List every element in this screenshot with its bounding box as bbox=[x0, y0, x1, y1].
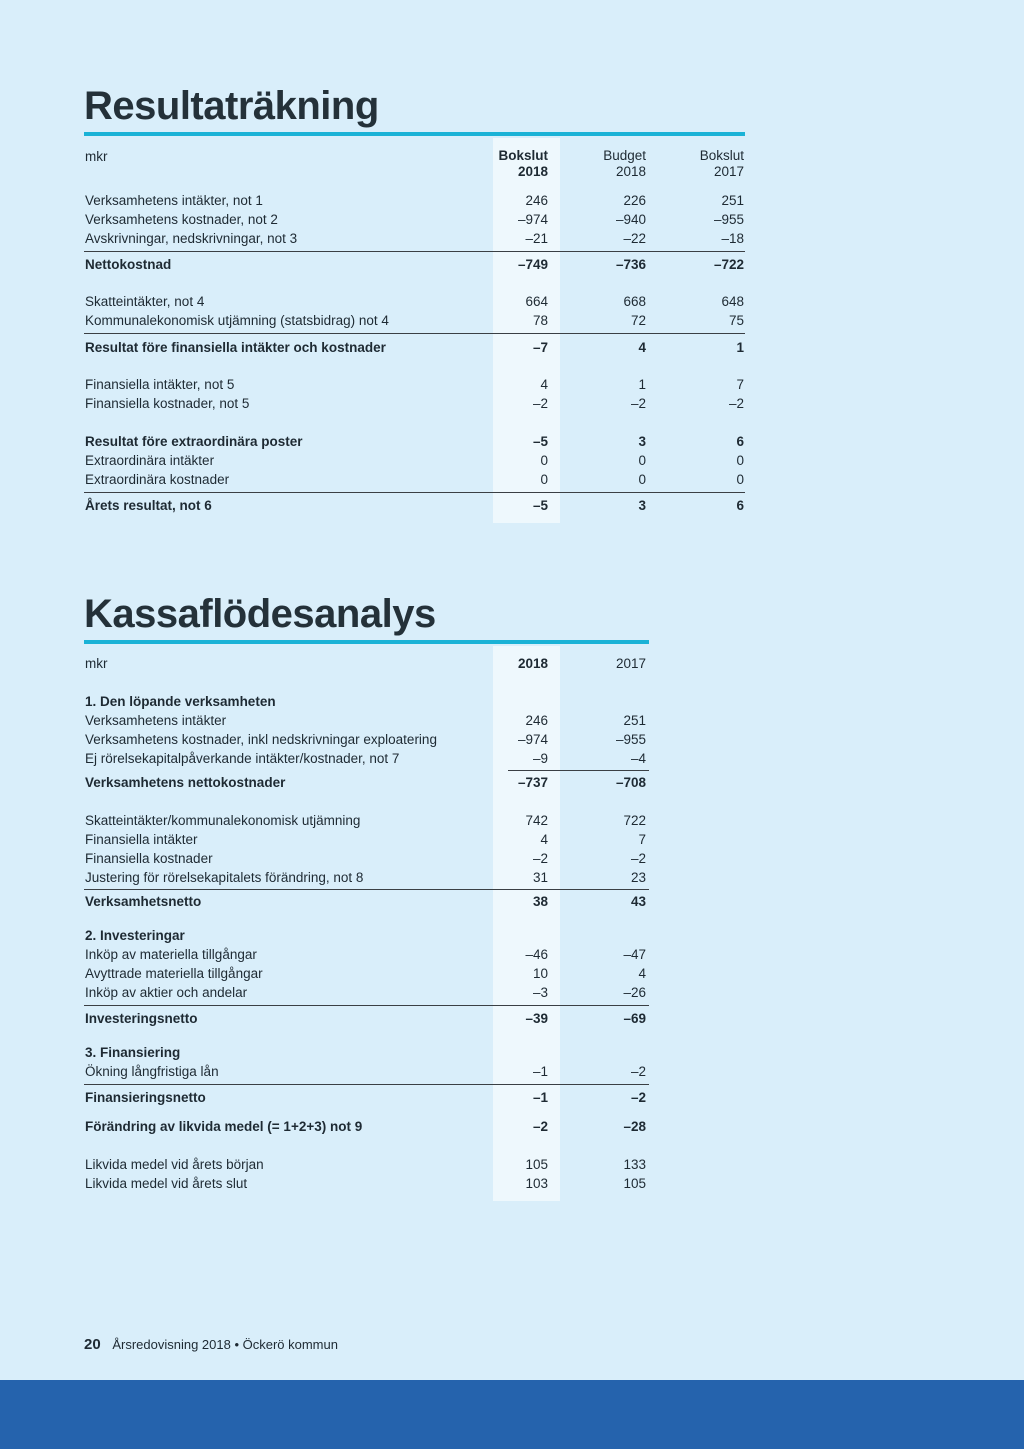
title-rule bbox=[84, 132, 745, 136]
row-divider bbox=[84, 492, 745, 493]
page-footer bbox=[84, 1336, 338, 1353]
column-header: 2018 bbox=[517, 656, 548, 671]
row-divider bbox=[84, 889, 649, 890]
unit-label: mkr bbox=[85, 149, 108, 164]
column-header: 2017 bbox=[615, 656, 646, 671]
row-divider bbox=[84, 1005, 649, 1006]
income-statement-title: Resultaträkning bbox=[84, 84, 379, 128]
footer-text: Årsredovisning 2018 • Öckerö kommun bbox=[112, 1337, 338, 1352]
income-statement-section: Resultaträkning mkr Bokslut 2018 Budget 2018 Bokslut 2017 Verksamhetens intäkter, not 1 246 226 251 Verksamhetens kostnader, not 2 –974 –940 –955 Avskrivningar, nedskrivningar, not 3 –21 –22 –18 Nettokostnad –749 –736 –722 Skatteintäkter, not 4 664 668 648 Kommunalekonomisk utjämning (statsbidrag) not 4 78 72 75 Resultat före finansiella intäkter och kostnader –7 4 1 Finansiella intäkter, not 5 4 1 7 Finansiella kostnader, not 5 –2 –2 –2 Resultat före extraordinära poster –5 3 6 Extraordinära intäkter 0 0 0 Extraordinära kostnader 0 0 0 Årets resultat, not 6 –5 3 6 bbox=[84, 84, 744, 524]
column-header: Bokslut 2018 bbox=[498, 148, 548, 179]
cash-flow-section: Kassaflödesanalys mkr 2018 2017 1. Den löpande verksamheten Verksamhetens intäkter 246 251 Verksamhetens kostnader, inkl nedskrivningar exploatering –974 –955 Ej rörelsekapitalpåverkande intäkter/kostnader, not 7 –9 –4 Verksamhetens nettokostnader –737 –708 Skatteintäkter/kommunalekonomisk utjämning 742 722 Finansiella intäkter 4 7 Finansiella kostnader –2 –2 Justering för rörelsekapitalets förändring, not 8 31 23 Verksamhetsnetto 38 43 2. Investeringar Inköp av materiella tillgångar –46 –47 Avyttrade materiella tillgångar 10 4 Inköp av aktier och andelar –3 –26 Investeringsnetto –39 –69 3. Finansiering Ökning långfristiga lån –1 –2 Finansieringsnetto –1 –2 Förändring av likvida medel (= 1+2+3) not 9 –2 –28 Likvida medel vid årets början 105 133 Likvida medel vid årets slut 103 105 bbox=[84, 592, 649, 1204]
bottom-band bbox=[0, 1380, 1024, 1449]
column-header: Budget 2018 bbox=[603, 148, 646, 179]
unit-label: mkr bbox=[85, 656, 108, 671]
row-divider bbox=[84, 251, 745, 252]
row-divider bbox=[84, 333, 745, 334]
row-divider bbox=[508, 770, 649, 771]
row-divider bbox=[84, 1084, 649, 1085]
title-rule bbox=[84, 640, 649, 644]
column-header: Bokslut 2017 bbox=[699, 148, 744, 179]
page-number: 20 bbox=[84, 1336, 101, 1353]
cash-flow-title: Kassaflödesanalys bbox=[84, 592, 436, 636]
